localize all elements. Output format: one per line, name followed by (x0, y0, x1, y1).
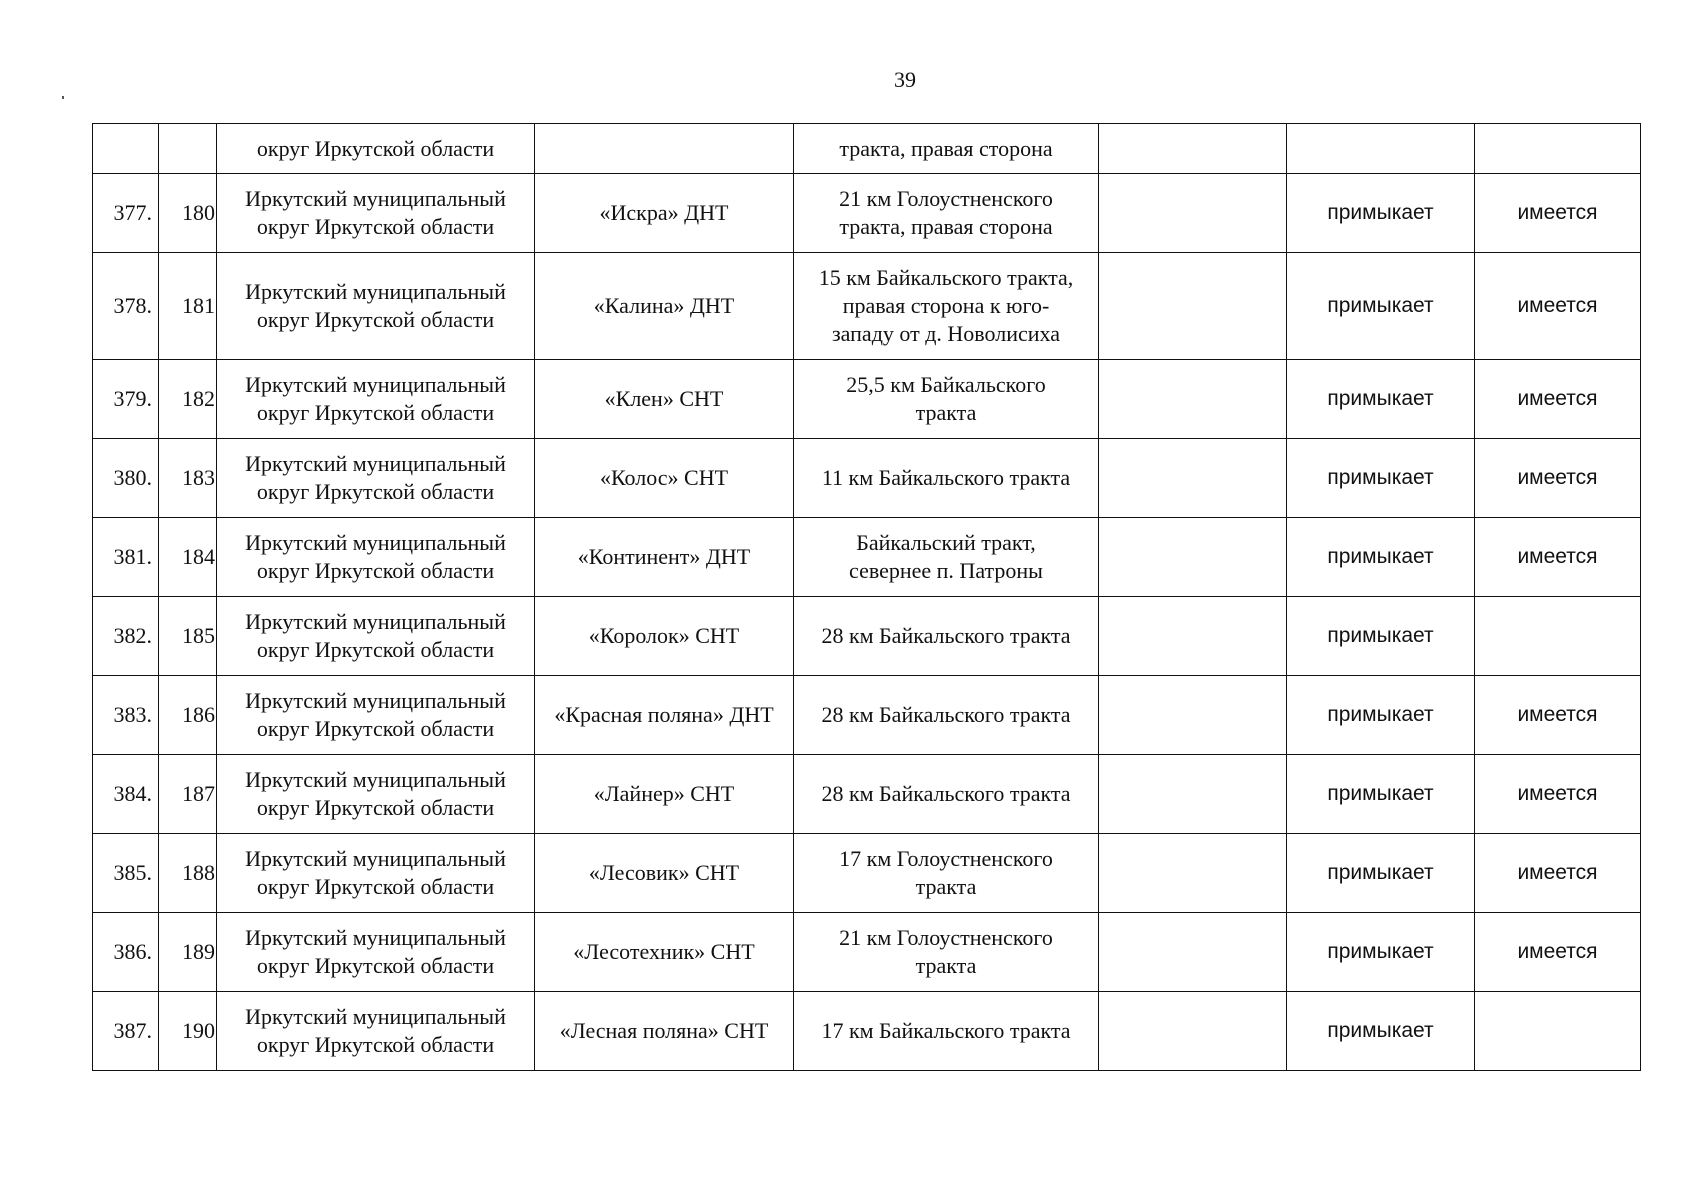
availability-cell: имеется (1475, 834, 1641, 913)
location-line: севернее п. Патроны (849, 558, 1043, 583)
table-row-continuation (93, 124, 1641, 174)
row-number-cell: 380. (93, 439, 159, 518)
table-body (93, 124, 1641, 1071)
name-cell: «Клен» СНТ (535, 360, 794, 439)
adjacency-cell: примыкает (1287, 174, 1475, 253)
location-cell (794, 518, 1099, 597)
municipality-line: округ Иркутской области (256, 1032, 495, 1057)
location-line: 21 км Голоустненского (839, 186, 1053, 211)
municipality-line: Иркутский муниципальный (245, 846, 506, 871)
municipality-cell (217, 518, 535, 597)
location-cell (794, 439, 1099, 518)
municipality-line: Иркутский муниципальный (245, 925, 506, 950)
name-cell: «Лесотехник» СНТ (535, 913, 794, 992)
municipality-line: Иркутский муниципальный (245, 451, 506, 476)
table-row (93, 834, 1641, 913)
page-number: 39 (894, 67, 916, 92)
location-cell: тракта, правая сторона (794, 124, 1099, 174)
municipality-cell: округ Иркутской области (217, 124, 535, 174)
municipality-cell (217, 676, 535, 755)
location-line: 25,5 км Байкальского (846, 372, 1046, 397)
location-line: 11 км Байкальского тракта (821, 465, 1071, 490)
adjacency-cell: примыкает (1287, 834, 1475, 913)
name-cell: «Красная поляна» ДНТ (535, 676, 794, 755)
availability-cell: имеется (1475, 676, 1641, 755)
municipality-cell (217, 755, 535, 834)
table-row (93, 174, 1641, 253)
location-cell (794, 676, 1099, 755)
location-line: 15 км Байкальского тракта, (818, 265, 1074, 290)
scan-mark (62, 96, 64, 99)
location-cell (794, 253, 1099, 360)
availability-cell (1475, 992, 1641, 1071)
name-cell: «Лесовик» СНТ (535, 834, 794, 913)
municipality-cell (217, 174, 535, 253)
row-number-cell: 381. (93, 518, 159, 597)
adjacency-cell: примыкает (1287, 360, 1475, 439)
row-subnumber-cell: 187 (159, 755, 217, 834)
row-number-cell: 386. (93, 913, 159, 992)
location-cell (794, 360, 1099, 439)
location-line: тракта (915, 953, 977, 978)
location-line: тракта, правая сторона (839, 214, 1053, 239)
row-number-cell: 385. (93, 834, 159, 913)
table-row (93, 913, 1641, 992)
municipality-line: округ Иркутской области (256, 795, 495, 820)
empty-cell (1099, 992, 1287, 1071)
municipality-line: округ Иркутской области (256, 953, 495, 978)
location-line: тракта (915, 400, 977, 425)
availability-cell (1475, 597, 1641, 676)
empty-cell (1099, 676, 1287, 755)
municipality-cell (217, 439, 535, 518)
empty-cell (1099, 597, 1287, 676)
name-cell: «Королок» СНТ (535, 597, 794, 676)
row-number-cell: 383. (93, 676, 159, 755)
row-subnumber-cell: 185 (159, 597, 217, 676)
table-row (93, 439, 1641, 518)
name-cell: «Континент» ДНТ (535, 518, 794, 597)
location-line: 21 км Голоустненского (839, 925, 1053, 950)
table-row (93, 992, 1641, 1071)
location-line: 28 км Байкальского тракта (821, 623, 1071, 648)
adjacency-cell: примыкает (1287, 676, 1475, 755)
availability-cell: имеется (1475, 253, 1641, 360)
location-line: правая сторона к юго- (842, 293, 1050, 318)
adjacency-cell: примыкает (1287, 755, 1475, 834)
municipality-line: округ Иркутской области (256, 558, 495, 583)
availability-cell: имеется (1475, 518, 1641, 597)
municipality-cell (217, 597, 535, 676)
adjacency-cell: примыкает (1287, 253, 1475, 360)
name-cell: «Лайнер» СНТ (535, 755, 794, 834)
location-cell (794, 992, 1099, 1071)
location-line: западу от д. Новолисиха (831, 321, 1060, 346)
municipality-cell (217, 360, 535, 439)
table-row (93, 360, 1641, 439)
location-line: тракта (915, 874, 977, 899)
municipality-line: округ Иркутской области (256, 307, 495, 332)
location-line: 17 км Голоустненского (839, 846, 1053, 871)
municipality-cell (217, 913, 535, 992)
adjacency-cell: примыкает (1287, 992, 1475, 1071)
location-cell (794, 755, 1099, 834)
row-subnumber-cell: 188 (159, 834, 217, 913)
municipality-line: Иркутский муниципальный (245, 372, 506, 397)
location-cell (794, 597, 1099, 676)
adjacency-cell: примыкает (1287, 439, 1475, 518)
empty-cell (1099, 253, 1287, 360)
location-line: 17 км Байкальского тракта (821, 1018, 1071, 1043)
table-row (93, 597, 1641, 676)
availability-cell: имеется (1475, 439, 1641, 518)
adjacency-cell: примыкает (1287, 913, 1475, 992)
municipality-line: Иркутский муниципальный (245, 1004, 506, 1029)
row-subnumber-cell: 190 (159, 992, 217, 1071)
row-subnumber-cell: 186 (159, 676, 217, 755)
availability-cell: имеется (1475, 360, 1641, 439)
municipality-line: Иркутский муниципальный (245, 767, 506, 792)
table-row (93, 755, 1641, 834)
table-row (93, 676, 1641, 755)
location-cell (794, 174, 1099, 253)
municipality-line: округ Иркутской области (256, 400, 495, 425)
row-number-cell: 378. (93, 253, 159, 360)
empty-cell (1099, 439, 1287, 518)
row-subnumber-cell: 189 (159, 913, 217, 992)
location-cell (794, 834, 1099, 913)
row-subnumber-cell: 181 (159, 253, 217, 360)
municipality-line: Иркутский муниципальный (245, 688, 506, 713)
municipality-line: Иркутский муниципальный (245, 609, 506, 634)
empty-cell (1099, 174, 1287, 253)
table-row (93, 253, 1641, 360)
municipality-cell (217, 992, 535, 1071)
row-subnumber-cell: 180 (159, 174, 217, 253)
empty-cell (1099, 518, 1287, 597)
empty-cell (1099, 755, 1287, 834)
municipality-line: округ Иркутской области (256, 479, 495, 504)
name-cell (535, 124, 794, 174)
registry-table (92, 123, 1641, 1071)
municipality-line: округ Иркутской области (256, 214, 495, 239)
row-number-cell (93, 124, 159, 174)
location-cell (794, 913, 1099, 992)
municipality-line: Иркутский муниципальный (245, 279, 506, 304)
adjacency-cell (1287, 124, 1475, 174)
location-line: 28 км Байкальского тракта (821, 781, 1071, 806)
availability-cell: имеется (1475, 913, 1641, 992)
adjacency-cell: примыкает (1287, 518, 1475, 597)
row-number-cell: 377. (93, 174, 159, 253)
empty-cell (1099, 360, 1287, 439)
municipality-line: округ Иркутской области (256, 716, 495, 741)
row-subnumber-cell: 182 (159, 360, 217, 439)
row-subnumber-cell (159, 124, 217, 174)
availability-cell: имеется (1475, 755, 1641, 834)
availability-cell: имеется (1475, 174, 1641, 253)
name-cell: «Искра» ДНТ (535, 174, 794, 253)
table-row (93, 518, 1641, 597)
name-cell: «Колос» СНТ (535, 439, 794, 518)
name-cell: «Лесная поляна» СНТ (535, 992, 794, 1071)
row-subnumber-cell: 183 (159, 439, 217, 518)
empty-cell (1099, 913, 1287, 992)
availability-cell (1475, 124, 1641, 174)
municipality-line: округ Иркутской области (256, 637, 495, 662)
municipality-line: округ Иркутской области (256, 874, 495, 899)
municipality-cell (217, 834, 535, 913)
row-subnumber-cell: 184 (159, 518, 217, 597)
location-line: Байкальский тракт, (856, 530, 1036, 555)
name-cell: «Калина» ДНТ (535, 253, 794, 360)
empty-cell (1099, 834, 1287, 913)
row-number-cell: 379. (93, 360, 159, 439)
location-line: 28 км Байкальского тракта (821, 702, 1071, 727)
municipality-cell (217, 253, 535, 360)
row-number-cell: 387. (93, 992, 159, 1071)
adjacency-cell: примыкает (1287, 597, 1475, 676)
municipality-line: Иркутский муниципальный (245, 186, 506, 211)
row-number-cell: 384. (93, 755, 159, 834)
row-number-cell: 382. (93, 597, 159, 676)
empty-cell (1099, 124, 1287, 174)
municipality-line: Иркутский муниципальный (245, 530, 506, 555)
